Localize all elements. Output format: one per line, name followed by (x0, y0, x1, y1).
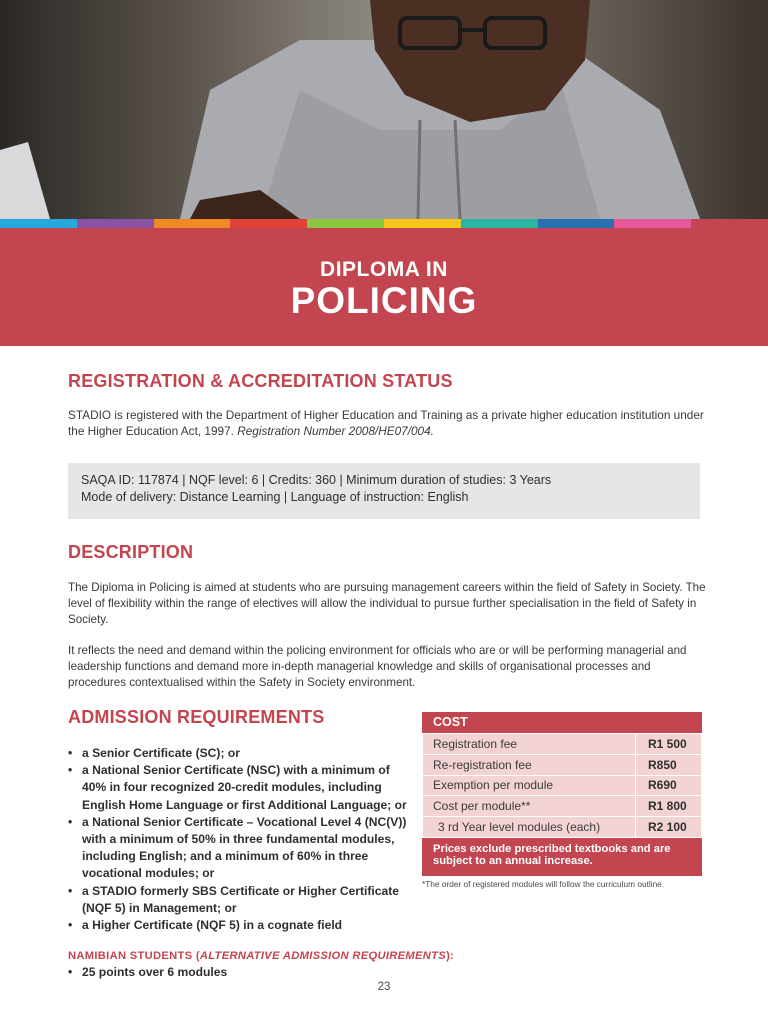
info-line-1: SAQA ID: 117874 | NQF level: 6 | Credits: 360 | Minimum duration of studies: 3 Years (81, 473, 552, 487)
cost-label: Re-registration fee (423, 754, 636, 775)
list-item: • 25 points over 6 modules (68, 965, 227, 979)
table-row (423, 775, 702, 796)
list-item: • a National Senior Certificate – Vocational Level 4 (NC(V)) with a minimum of 50% in three fundamental modules, including English; and a minimum of 60% in three vocational modules; or (68, 814, 408, 883)
namibian-list (68, 965, 227, 979)
qualification-info-box (68, 463, 700, 519)
registration-text (68, 407, 708, 439)
cost-value: R2 100 (636, 817, 702, 838)
stripe-segment (230, 219, 307, 228)
title-line-2: POLICING (290, 280, 478, 321)
cost-footer: Prices exclude prescribed textbooks and are subject to an annual increase. (422, 838, 702, 876)
table-row (423, 796, 702, 817)
cost-table-panel (422, 712, 702, 889)
page-number: 23 (377, 981, 391, 993)
table-row (423, 754, 702, 775)
stripe-segment (307, 219, 384, 228)
cost-label: Cost per module** (423, 796, 636, 817)
namibian-heading-end: ): (446, 950, 455, 962)
namibian-heading-alt: ALTERNATIVE ADMISSION REQUIREMENTS (199, 950, 447, 962)
description-para-2: It reflects the need and demand within the policing environment for officials who are or will be performing managerial and leadership functions and demand more in-depth managerial knowledge and skills of organisational processes and procedures contextualised within the Safety in Society environment. (68, 644, 687, 689)
stripe-segment (77, 219, 154, 228)
table-row (423, 817, 702, 838)
list-item: • a Higher Certificate (NQF 5) in a cognate field (68, 917, 408, 934)
stripe-segment (154, 219, 231, 228)
list-item: • a National Senior Certificate (NSC) with a minimum of 40% in four recognized 20-credit modules, including English Home Language or first Additional Language; or (68, 762, 408, 814)
stripe-segment (384, 219, 461, 228)
cost-value: R1 800 (636, 796, 702, 817)
cost-label: 3 rd Year level modules (each) (423, 817, 636, 838)
cost-label: Registration fee (423, 734, 636, 755)
cost-heading: COST (422, 712, 702, 733)
cost-value: R690 (636, 775, 702, 796)
table-row (423, 734, 702, 755)
registration-heading: REGISTRATION & ACCREDITATION STATUS (68, 371, 453, 391)
namibian-heading-start: NAMIBIAN STUDENTS ( (68, 950, 200, 962)
cost-value: R850 (636, 754, 702, 775)
hero-photo (0, 0, 768, 219)
cost-value: R1 500 (636, 734, 702, 755)
list-item: • a STADIO formerly SBS Certificate or Higher Certificate (NQF 5) in Management; or (68, 883, 408, 917)
title-line-1: DIPLOMA IN (320, 258, 448, 281)
description-para-1: The Diploma in Policing is aimed at students who are pursuing management careers within the field of Safety in Society. The level of flexibility within the range of electives will allow the individual to pursue further specialisation in the field of Safety in Society. (68, 581, 706, 626)
namibian-heading (68, 950, 454, 962)
cost-table (422, 733, 702, 838)
student-photo-illustration (0, 0, 768, 219)
cost-footnote: *The order of registered modules will follow the curriculum outline. (422, 878, 665, 889)
title-banner (0, 228, 768, 346)
stripe-segment (538, 219, 615, 228)
description-heading: DESCRIPTION (68, 542, 194, 562)
color-stripe (0, 219, 768, 228)
stripe-segment (614, 219, 691, 228)
registration-number: Registration Number 2008/HE07/004. (237, 424, 434, 438)
list-item: • a Senior Certificate (SC); or (68, 745, 408, 762)
stripe-segment (0, 219, 77, 228)
admission-heading: ADMISSION REQUIREMENTS (68, 707, 325, 727)
registration-body: STADIO is registered with the Department of Higher Education and Training as a private higher education institution under the Higher Education Act, 1997. (68, 408, 704, 438)
stripe-segment (691, 219, 768, 228)
cost-label: Exemption per module (423, 775, 636, 796)
admission-list (68, 745, 408, 934)
info-line-2: Mode of delivery: Distance Learning | Language of instruction: English (81, 490, 469, 504)
stripe-segment (461, 219, 538, 228)
